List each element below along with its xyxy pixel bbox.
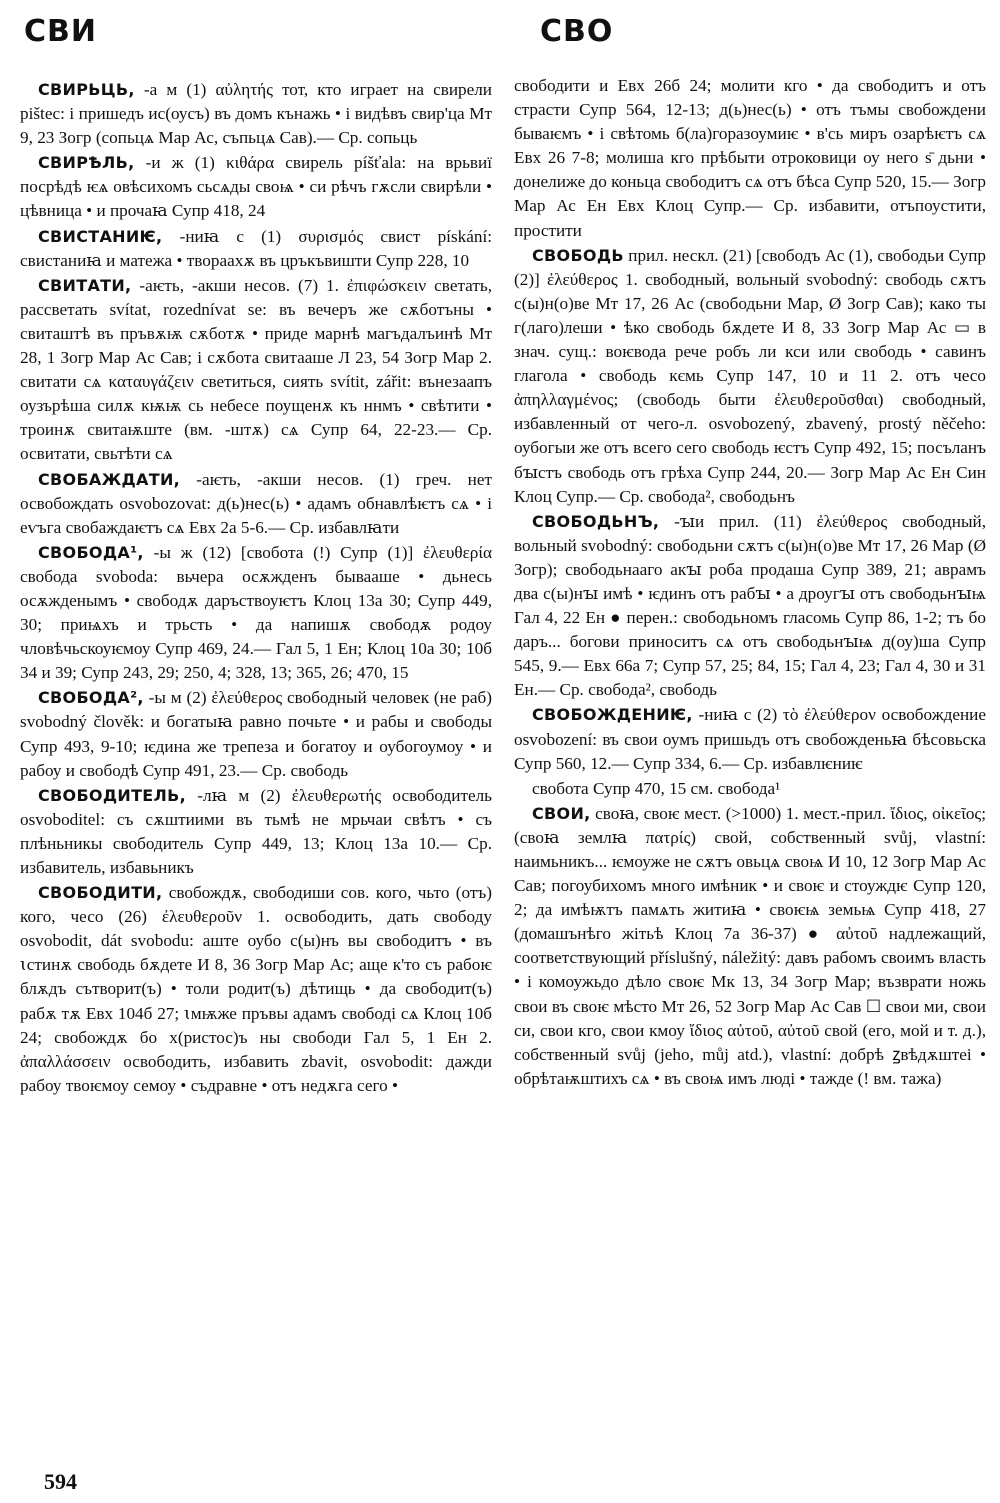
entry-body: свобождѫ, свободиши сов. кого, чьто (отъ) кого, чесо (26) ἐλευθεροῦν 1. освободить, дать свободу osvobodit, dát svobodu: аште оубо с(ы)нъ вы свободитъ • въ ꙇстинѫ свободь бѫдете И 8, 36 Зогр Мар Ас; аще к'то съ рабоѥ блѫдъ сътворит(ъ) • толи родит(ъ) дѣтищь • да свободит(ъ) рабѫ тѫ Евх 104б 27; ꙇмѭже пръвы адамъ свободі сѧ Клоц 10б 24; свобождѫ бо х(ристос)ъ ны свободи Гал 5, 1 Ен 2. ἀπαλλάσσειν освободить, избавить zbavit, osvobodit: дажди рабоу твоѥмоу семоу • съдравне • отъ недѫга сего • (20, 883, 492, 1095)
entry-body: -а м (1) αὐλητής тот, кто играет на свирели pištec: і пришедъ ис(оусъ) въ домъ кънажь • і видѣвъ свир'ца Мт 9, 23 Зогр (сопьцѧ Мар Ас, съпьцѧ Сав).— Ср. сопьць (20, 80, 493, 148)
dictionary-entry (20, 151, 492, 223)
dictionary-entry (20, 274, 492, 467)
dictionary-entry-continuation (514, 74, 986, 243)
headword: СВИТАТИ, (38, 275, 132, 295)
cross-reference-entry (514, 777, 986, 801)
entry-body: -ы м (2) ἐλεύθερος свободный человек (не раб) svobodný člověk: и богатыꙗ равно почьте • и рабы и свободы Супр 493, 9-10; ѥдина же трепеза и богатоу и оубогоумоу • и рабоу и свободѣ Супр 491, 23.— Ср. свободь (20, 688, 493, 780)
headword: СВИРѢЛЬ, (38, 153, 135, 173)
entry-body: -лꙗ м (2) ἐλευθερωτής освободитель osvoboditel: съ сѫштиими въ тьмѣ не мрьчаи свѣтъ • съ плѣньникы свободитель Супр 449, 13; Клоц 13а 10.— Ср. избавитель, избавьникъ (20, 785, 493, 877)
headword: СВИСТАНИѤ, (38, 226, 163, 246)
headword: СВИРЬЦЬ, (38, 80, 135, 99)
dictionary-page (20, 14, 988, 1494)
entry-body: -аѥть, -акши несов. (7) 1. ἐπιφώσκειν светать, рассветать svítat, rozednívat se: въ вечеръ же сѫботъны • свиташтѣ въ пръвѫѭ сѫботѫ • приде марнѣ магъдалъинѣ Мт 28, 1 Зогр Мар Ас Сав; і сѫбота свитааше Л 23, 54 Зогр Мар 2. свитати сѧ καταυγάζειν светиться, сиять svítit, zářit: вънезаапъ оузърѣша силѫ кѭѭ сь небесе поущенѫ къ ннмъ • свѣтити • троинѫ свитаѭште (вм. -штѫ) сѧ Супр 64, 22-23.— Ср. освитати, свьтѣти сѧ (20, 275, 492, 464)
dictionary-entry (20, 225, 492, 273)
entry-body: свободити и Евх 26б 24; молити кго • да свободитъ и отъ страсти Супр 564, 12-13; д(ь)нес(ь) • отъ тъмы свобождени бываѥмъ • і свѣтомь б(ла)горазоумиѥ • в'сь миръ озарѣѥтъ сѧ Евх 26 7-8; молиша кго прѣбыти отроковици оу него ѕ̄ дьни • донелиже до коньца свободитъ сѧ отъ бѣса Супр 520, 15.— Зогр Мар Ас Ен Евх Клоц Супр.— Ср. избавити, отъпоустити, простити (514, 76, 986, 240)
dictionary-entry (20, 541, 492, 686)
entry-body: -ы ж (12) [свобота (!) Супр (1)] ἐλευθερία свобода svoboda: вьчера осѫжденъ бывааше • дьнесь осѫжденымъ • свободѫ даръствоуѥтъ Клоц 13а 30; Супр 449, 30; приѩхъ и трьсть • да напишѫ свободѫ родоу чловѣчьскоуѥмоу Супр 469, 24.— Гал 5, 1 Ен; Клоц 10а 30; 10б 34 и 39; Супр 243, 29; 250, 4; 328, 13; 365, 26; 470, 15 (20, 542, 492, 683)
entry-body: -ꙑи прил. (11) ἐλεύθερος свободный, вольный svobodný: свободьни сѫтъ с(ы)н(о)ве Мт 17, 26 Мар (Ø Зогр); свободьнааго акꙑ роба продаша Супр 389, 21; аврамъ два с(ы)нꙑ имѣ • ѥдинъ отъ рабꙑ • а дроугꙑ отъ свободьнꙑѩ Гал 4, 22 Ен ● перен.: свободьномъ гласомь Супр 86, 1-2; тъ бо даръ... богови приноситъ сѧ отъ свободьнꙑѩ д(оу)ша Супр 545, 9.— Евх 66а 7; Супр 57, 25; 84, 15; Гал 4, 23; Гал 4, 30 и 31 Ен.— Ср. свобода², свободь (514, 511, 987, 700)
entry-body: -ниꙗ с (2) τὸ ἐλεύθερον освобождение osvobození: въ свои оумъ пришьдъ отъ свобожденьꙗ бѣсовьска Супр 560, 12.— Супр 334, 6.— Ср. избавлѥниѥ (514, 705, 986, 773)
dictionary-entry (514, 244, 986, 509)
entry-body: свобота Супр 470, 15 см. свобода¹ (532, 778, 781, 798)
entry-body: прил. нескл. (21) [свободъ Ас (1), свободьи Супр (2)] ἐλεύθερος 1. свободный, вольный svobodný: свободь сѫтъ с(ы)н(о)ве Мт 17, 26 Ас (свободьни Мар, Ø Зогр Сав); како ты г(лаго)леши • ѣко свободь бѫдете И 8, 33 Зогр Мар Ас ▭ в знач. сущ.: воѥвода рече робъ ли кси или свободь • савинъ глагола • свободь кємь Супр 147, 10 и 11 2. отъ чесо ἀπηλλαγμένος; (свободь быти ἐλευθεροῦσθαι) свободный, избавленный от чего-л. osvobozený, zbavený, prostý něčeho: оубогыи же отъ всего сего свободь ѥстъ Супр 492, 15; посъланъ бꙑстъ свободь отъ грѣха Супр 244, 20.— Зогр Мар Ас Ен Син Клоц Супр.— Ср. свобода², свободьнъ (514, 245, 986, 506)
entry-body: своꙗ, своѥ мест. (>1000) 1. мест.-прил. ἴδιος, οἰκεῖος; (своꙗ землꙗ πατρίς) свой, собственный svůj, vlastní: наимьникъ... ѥмоуже не сѫтъ овьцѧ своѩ И 10, 12 Зогр Мар Ас Сав; погоубихомъ много имѣник • и своѥ и стоуждѥ Супр 120, 2; да имѣѭтъ памѧть житиꙗ • своѥѩ земьѩ Супр 418, 27 (домашънѣго жітьѣ Клоц 7а 36-37) ● αὐτοῦ надлежащий, соответствующий příslušný, náležitý: давъ рабомъ своимъ власть • і комоужьдо дѣло своѥ Мк 13, 34 Зогр Мар; възврати ножь свои въ своѥ мѣсто Мт 26, 52 Зогр Мар Ас Сав ☐ свои ми, свои си, свои кго, свои кмоу ἴδιος αὐτοῦ, αὐτοῦ свой (его, мой и т. д.), собственный svůj (jeho, můj atd.), vlastní: добрѣ ꙁвѣдѫштеі • обрѣтаѭштихъ сѧ • въ своѩ имъ люді • тажде (! вм. тажа) (514, 803, 986, 1088)
headword: СВОБОДЬ (532, 245, 624, 265)
headword: СВОБОДА¹, (38, 542, 144, 562)
left-column (20, 78, 492, 1099)
dictionary-entry (20, 686, 492, 782)
page-number: 594 (44, 1469, 77, 1494)
dictionary-entry (514, 802, 986, 1091)
dictionary-entry (20, 784, 492, 880)
headword: СВОБАЖДАТИ, (38, 469, 181, 489)
entry-body: -и ж (1) κιθάρα свирель píšťala: на врьвиї посрѣдѣ ѥѧ овѣсихомъ сьсѧды своѩ • си рѣчъ гѫсли свирѣли • цѣвница • и прочаꙗ Супр 418, 24 (20, 153, 492, 221)
dictionary-entry (20, 881, 492, 1098)
entry-body: -аѥть, -акши несов. (1) греч. нет освобождать osvobozovat: д(ь)нес(ь) • адамъ обнавлѣѥтъ сѧ • і еѵъга свобаждаѥтъ сѧ Евх 2а 5-6.— Ср. избавлꙗти (20, 469, 493, 537)
headword: СВОБОЖДЕНИѤ, (532, 705, 693, 725)
headword: СВОИ, (532, 803, 591, 823)
headword: СВОБОДА², (38, 688, 144, 708)
headword: СВОБОДЬНЪ, (532, 511, 660, 531)
dictionary-entry (514, 703, 986, 775)
dictionary-entry (20, 468, 492, 540)
headword: СВОБОДИТИ, (38, 883, 163, 903)
entry-body: -ниꙗ с (1) συρισμός свист pískání: свистаниꙗ и матежа • твораахѫ въ цръкъвишти Супр 228, 10 (20, 226, 493, 270)
running-head-right: СВО (540, 14, 614, 49)
dictionary-entry (20, 78, 492, 150)
dictionary-entry (514, 510, 986, 703)
running-head-left: СВИ (24, 14, 97, 49)
right-column (514, 74, 986, 1092)
headword: СВОБОДИТЕЛЬ, (38, 785, 186, 805)
